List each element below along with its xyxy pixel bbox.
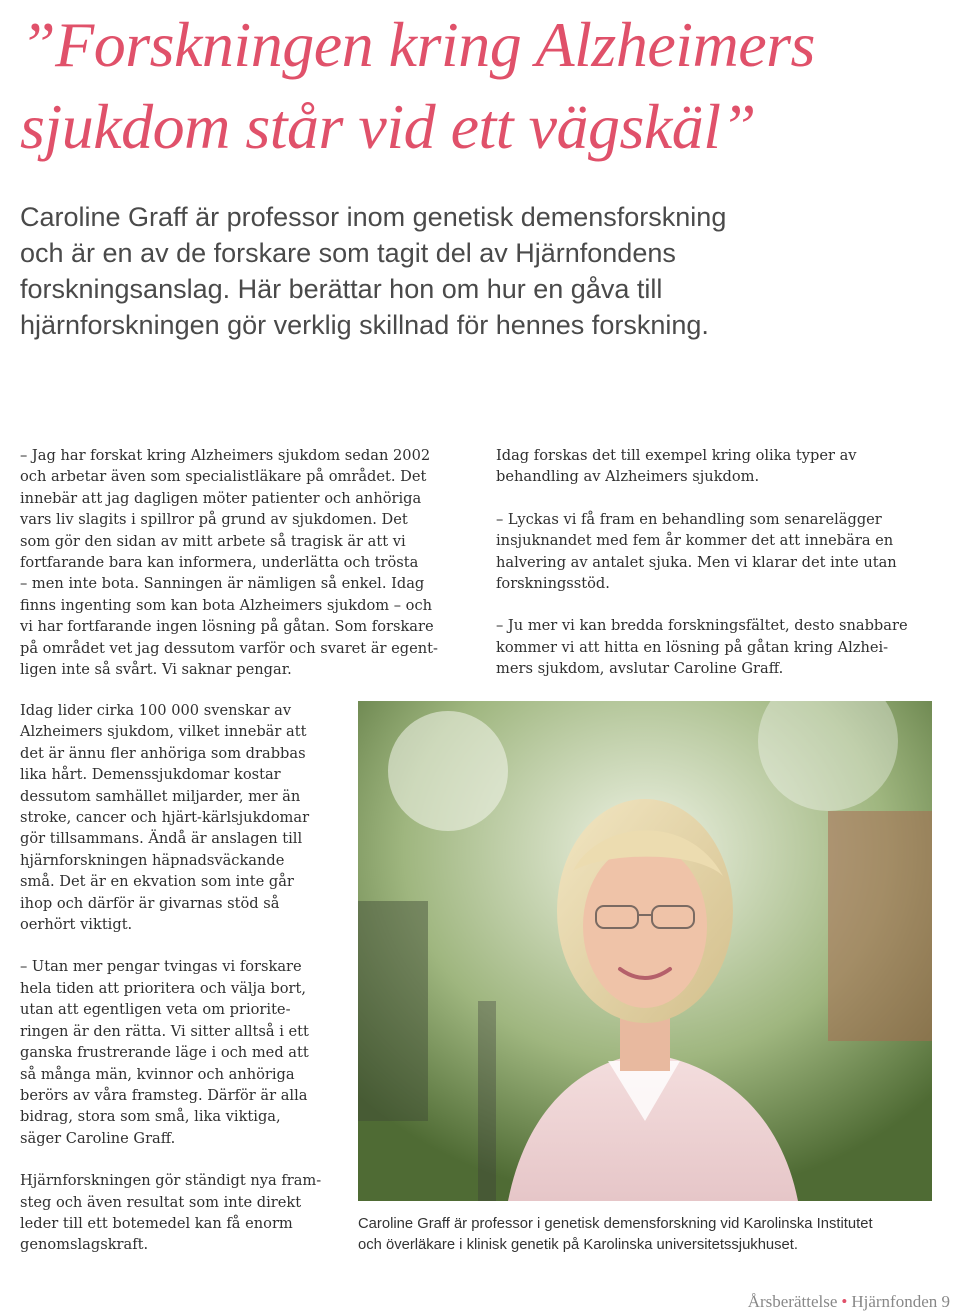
body-text-line: som gör den sidan av mitt arbete så tragisk är att vi bbox=[20, 532, 406, 550]
page-number: 9 bbox=[941, 1292, 950, 1311]
body-text-line: kommer vi att hitta en lösning på gåtan kring Alzhei- bbox=[496, 638, 889, 656]
caption-line: och överläkare i klinisk genetik på Karolinska universitetssjukhuset. bbox=[358, 1237, 799, 1253]
body-text-line: finns ingenting som kan bota Alzheimers sjukdom – och bbox=[20, 596, 433, 614]
bullet-separator-icon: • bbox=[841, 1292, 848, 1311]
body-text-line: behandling av Alzheimers sjukdom. bbox=[496, 468, 760, 486]
body-text-line: på området vet jag dessutom varför och svaret är egent- bbox=[20, 639, 438, 657]
body-text-line: så många män, kvinnor och anhöriga bbox=[20, 1065, 295, 1083]
body-text-line: gör tillsammans. Ändå är anslagen till bbox=[20, 830, 303, 848]
body-text-line: fortfarande bara kan informera, underlätta och trösta bbox=[20, 554, 419, 572]
body-paragraph bbox=[20, 1170, 321, 1256]
body-text-line: vars liv slagits i spillror på grund av sjukdomen. Det bbox=[20, 511, 408, 529]
body-text-line: halvering av antalet sjuka. Men vi klarar det inte utan bbox=[496, 553, 897, 571]
body-paragraph bbox=[20, 700, 321, 935]
page-footer bbox=[748, 1292, 950, 1312]
body-text-line: ihop och därför är givarnas stöd så bbox=[20, 894, 280, 912]
body-paragraph bbox=[20, 956, 321, 1149]
body-text-line: ligen inte så svårt. Vi saknar pengar. bbox=[20, 661, 292, 679]
caption-line: Caroline Graff är professor i genetisk demensforskning vid Karolinska Institutet bbox=[358, 1216, 873, 1232]
body-text-line: Idag lider cirka 100 000 svenskar av bbox=[20, 702, 292, 719]
body-text-line: berörs av våra framsteg. Därför är alla bbox=[20, 1086, 308, 1104]
body-text-line: Idag forskas det till exempel kring olika typer av bbox=[496, 447, 857, 464]
body-column-left-top bbox=[20, 445, 438, 680]
body-text-line: små. Det är en ekvation som inte går bbox=[20, 873, 294, 891]
body-text-line: det är ännu fler anhöriga som drabbas bbox=[20, 744, 306, 762]
portrait-photo bbox=[358, 701, 932, 1201]
body-text-line: mers sjukdom, avslutar Caroline Graff. bbox=[496, 660, 784, 678]
body-text-line: utan att egentligen veta om priorite- bbox=[20, 1001, 291, 1019]
body-text-line: vi har fortfarande ingen lösning på gåtan. Som forskare bbox=[20, 618, 434, 636]
body-text-line: steg och även resultat som inte direkt bbox=[20, 1193, 302, 1211]
article-title bbox=[20, 4, 950, 168]
body-text-line: lika hårt. Demenssjukdomar kostar bbox=[20, 766, 281, 784]
body-text-line: leder till ett botemedel kan få enorm bbox=[20, 1214, 293, 1232]
lead-line: Caroline Graff är professor inom genetisk demensforskning bbox=[20, 202, 727, 232]
body-text-line: Hjärnforskningen gör ständigt nya fram- bbox=[20, 1172, 322, 1190]
footer-publication: Årsberättelse bbox=[747, 1292, 838, 1311]
body-paragraph bbox=[496, 615, 908, 679]
body-text-line: ganska frustrerande läge i och med att bbox=[20, 1044, 309, 1062]
footer-organization: Hjärnfonden bbox=[851, 1292, 938, 1311]
body-column-left-bottom bbox=[20, 700, 321, 1256]
body-paragraph bbox=[496, 509, 908, 595]
body-text-line: dessutom samhället miljarder, mer än bbox=[20, 787, 301, 805]
body-text-line: och arbetar även som specialistläkare på området. Det bbox=[20, 468, 427, 486]
body-text-line: – men inte bota. Sanningen är nämligen så enkel. Idag bbox=[20, 575, 425, 593]
body-text-line: insjuknandet med fem år kommer det att innebära en bbox=[496, 532, 894, 550]
body-text-line: – Lyckas vi få fram en behandling som senarelägger bbox=[496, 510, 882, 528]
body-paragraph bbox=[496, 445, 908, 488]
body-text-line: hela tiden att prioritera och välja bort, bbox=[20, 979, 306, 997]
lead-line: hjärnforskningen gör verklig skillnad för hennes forskning. bbox=[20, 310, 709, 340]
body-text-line: innebär att jag dagligen möter patienter och anhöriga bbox=[20, 489, 422, 507]
body-text-line: genomslagskraft. bbox=[20, 1236, 149, 1254]
title-line: sjukdom står vid ett vägskäl” bbox=[20, 91, 756, 162]
title-line: ”Forskningen kring Alzheimers bbox=[20, 9, 815, 80]
article-lead bbox=[20, 199, 820, 343]
body-text-line: oerhört viktigt. bbox=[20, 916, 133, 934]
body-text-line: Alzheimers sjukdom, vilket innebär att bbox=[20, 723, 307, 741]
lead-line: forskningsanslag. Här berättar hon om hur en gåva till bbox=[20, 274, 663, 304]
body-text-line: – Ju mer vi kan bredda forskningsfältet, desto snabbare bbox=[496, 617, 908, 635]
body-text-line: ringen är den rätta. Vi sitter alltså i ett bbox=[20, 1022, 309, 1040]
body-text-line: stroke, cancer och hjärt-kärlsjukdomar bbox=[20, 809, 310, 827]
portrait-illustration bbox=[358, 701, 932, 1201]
body-text-line: – Jag har forskat kring Alzheimers sjukdom sedan 2002 bbox=[20, 447, 431, 464]
body-text-line: – Utan mer pengar tvingas vi forskare bbox=[20, 958, 302, 976]
lead-line: och är en av de forskare som tagit del av Hjärnfondens bbox=[20, 238, 676, 268]
body-text-line: säger Caroline Graff. bbox=[20, 1129, 176, 1147]
body-paragraph bbox=[20, 445, 438, 680]
body-text-line: forskningsstöd. bbox=[496, 575, 610, 593]
body-text-line: hjärnforskningen häpnadsväckande bbox=[20, 851, 285, 869]
body-column-right-top bbox=[496, 445, 908, 680]
body-text-line: bidrag, stora som små, lika viktiga, bbox=[20, 1108, 281, 1126]
photo-caption bbox=[358, 1214, 948, 1256]
